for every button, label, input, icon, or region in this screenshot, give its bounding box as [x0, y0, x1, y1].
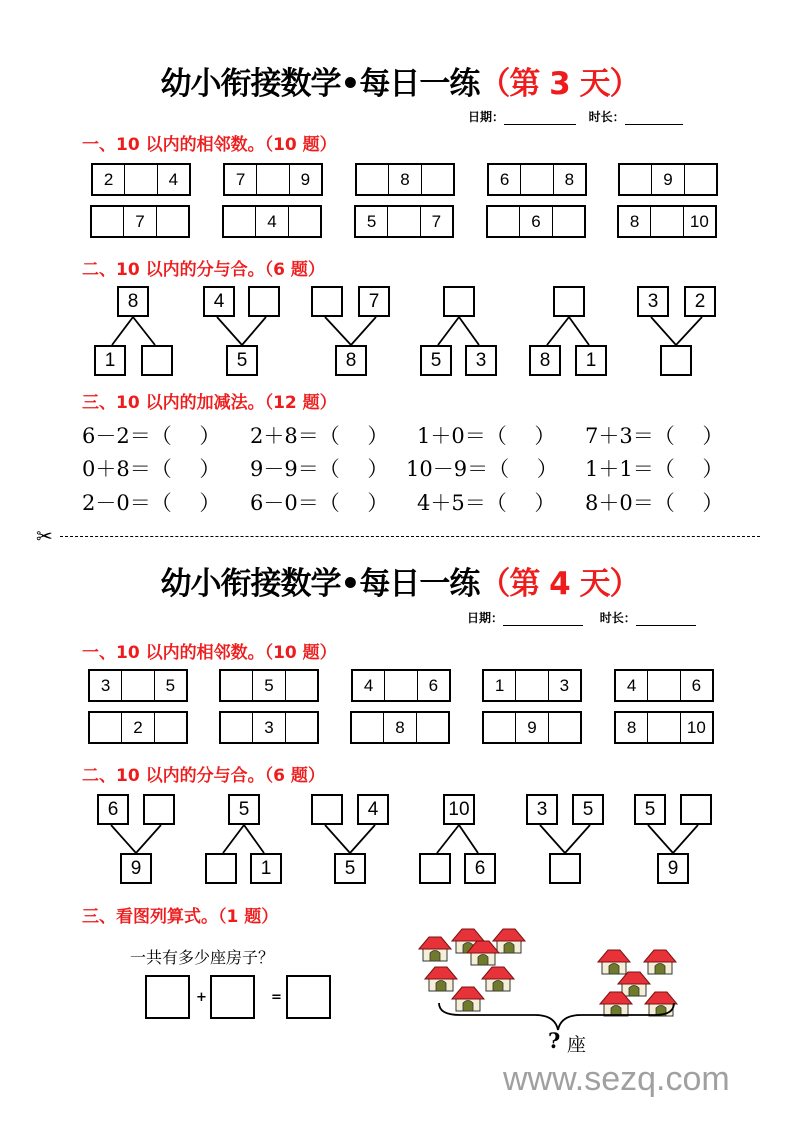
given-number-box: 3 [526, 794, 558, 825]
answer-cell[interactable] [385, 671, 417, 700]
answer-cell[interactable] [620, 165, 652, 194]
answer-cell[interactable] [521, 165, 553, 194]
duration-label: 时长： [599, 611, 636, 625]
arithmetic-problem[interactable]: 1＋0＝（ ） [417, 424, 556, 448]
given-number-cell: 3 [559, 675, 570, 695]
adjacent-number-group [482, 711, 582, 744]
answer-cell[interactable] [648, 713, 680, 742]
given-number-box: 10 [443, 794, 475, 825]
answer-box[interactable] [143, 794, 175, 825]
given-number-box: 5 [420, 345, 452, 376]
answer-cell[interactable] [125, 165, 157, 194]
given-number-box: 4 [357, 794, 389, 825]
given-number-cell: 6 [489, 165, 521, 194]
worksheet-title-day4 [0, 558, 800, 603]
answer-cell[interactable] [155, 713, 186, 742]
given-number-box: 3 [465, 345, 497, 376]
title-main: 幼小衔接数学•每日一练 [160, 66, 480, 102]
given-number-cell: 8 [384, 713, 416, 742]
answer-box[interactable] [549, 853, 581, 884]
answer-box-sum[interactable] [286, 975, 331, 1019]
duration-blank[interactable] [636, 614, 696, 626]
adjacent-number-group [614, 669, 714, 702]
given-number-cell: 3 [90, 671, 122, 700]
answer-cell[interactable] [484, 713, 516, 742]
adjacent-number-group [91, 163, 191, 196]
duration-blank[interactable] [625, 113, 683, 125]
date-blank[interactable] [503, 614, 583, 626]
arithmetic-problem[interactable]: 6－2＝（ ） [82, 424, 221, 448]
watermark: www.sezq.com [503, 1060, 730, 1098]
given-number-cell: 9 [516, 713, 548, 742]
given-number-cell: 10 [686, 717, 706, 737]
answer-cell[interactable] [388, 207, 420, 236]
date-blank[interactable] [504, 113, 576, 125]
given-number-cell: 7 [225, 165, 257, 194]
given-number-cell: 8 [616, 713, 648, 742]
given-number-cell: 8 [564, 169, 575, 189]
answer-box[interactable] [660, 345, 692, 376]
cut-line-divider [60, 536, 760, 537]
given-number-cell: 1 [484, 671, 516, 700]
section1-heading-day4: 一、10 以内的相邻数。（10 题） [82, 643, 337, 663]
arithmetic-problem[interactable]: 2＋8＝（ ） [250, 424, 389, 448]
adjacent-number-group [88, 669, 188, 702]
brace-unit-label: 座 [567, 1034, 587, 1056]
word-problem-question: 一共有多少座房子？ [130, 948, 275, 967]
title-main: 幼小衔接数学•每日一练 [160, 566, 480, 602]
given-number-box: 5 [228, 794, 260, 825]
answer-cell[interactable] [516, 671, 548, 700]
arithmetic-problem[interactable]: 2－0＝（ ） [82, 491, 221, 515]
given-number-cell: 5 [253, 671, 285, 700]
given-number-cell: 2 [93, 165, 125, 194]
answer-cell[interactable] [289, 207, 320, 236]
plus-sign: + [196, 990, 207, 1005]
answer-box[interactable] [443, 286, 475, 317]
answer-cell[interactable] [90, 713, 122, 742]
answer-cell[interactable] [417, 713, 448, 742]
given-number-box: 4 [203, 286, 235, 317]
given-number-cell: 4 [256, 207, 288, 236]
arithmetic-problem[interactable]: 0＋8＝（ ） [82, 457, 221, 481]
given-number-box: 1 [250, 853, 282, 884]
answer-box[interactable] [553, 286, 585, 317]
duration-label: 时长： [588, 110, 625, 124]
adjacent-number-group [219, 711, 319, 744]
answer-cell[interactable] [122, 671, 154, 700]
given-number-box: 6 [464, 853, 496, 884]
answer-box-addend1[interactable] [145, 975, 190, 1019]
answer-cell[interactable] [685, 165, 716, 194]
title-day: （第 4 天） [479, 566, 640, 602]
adjacent-number-group [617, 205, 717, 238]
given-number-box: 1 [575, 345, 607, 376]
given-number-cell: 8 [389, 165, 421, 194]
adjacent-number-group [618, 163, 718, 196]
given-number-cell: 9 [300, 169, 311, 189]
given-number-cell: 8 [619, 207, 651, 236]
given-number-box: 8 [335, 345, 367, 376]
given-number-cell: 5 [356, 207, 388, 236]
answer-cell[interactable] [422, 165, 453, 194]
adjacent-number-group [90, 205, 190, 238]
given-number-box: 3 [637, 286, 669, 317]
given-number-box: 1 [94, 345, 126, 376]
section3-heading-day4: 三、看图列算式。（1 题） [82, 907, 279, 927]
given-number-box: 5 [226, 345, 258, 376]
given-number-cell: 7 [124, 207, 156, 236]
date-duration-day3 [468, 108, 683, 125]
scissor-icon: ✂ [36, 524, 53, 548]
section1-heading-day3: 一、10 以内的相邻数。（10 题） [82, 135, 337, 155]
answer-box[interactable] [248, 286, 280, 317]
given-number-cell: 4 [168, 169, 179, 189]
given-number-box: 5 [634, 794, 666, 825]
given-number-box: 9 [120, 853, 152, 884]
adjacent-number-group [351, 669, 451, 702]
given-number-cell: 2 [122, 713, 154, 742]
answer-box[interactable] [680, 794, 712, 825]
adjacent-number-group [482, 669, 582, 702]
answer-cell[interactable] [352, 713, 384, 742]
answer-box[interactable] [311, 794, 343, 825]
given-number-box: 9 [657, 853, 689, 884]
given-number-box: 2 [684, 286, 716, 317]
section2-heading-day4: 二、10 以内的分与合。（6 题） [82, 766, 325, 786]
given-number-cell: 4 [353, 671, 385, 700]
answer-box-addend2[interactable] [210, 975, 255, 1019]
equals-sign: = [271, 990, 282, 1005]
answer-cell[interactable] [651, 207, 683, 236]
arithmetic-problem[interactable]: 4＋5＝（ ） [417, 491, 556, 515]
answer-cell[interactable] [221, 713, 253, 742]
given-number-cell: 7 [431, 211, 442, 231]
answer-cell[interactable] [357, 165, 389, 194]
date-label: 日期： [468, 110, 505, 124]
answer-box[interactable] [141, 345, 173, 376]
adjacent-number-group [355, 163, 455, 196]
answer-cell[interactable] [157, 207, 188, 236]
date-label: 日期： [467, 611, 504, 625]
arithmetic-problem[interactable]: 8＋0＝（ ） [585, 491, 724, 515]
answer-cell[interactable] [257, 165, 289, 194]
adjacent-number-group [222, 205, 322, 238]
adjacent-number-group [486, 205, 586, 238]
given-number-cell: 9 [652, 165, 684, 194]
answer-box[interactable] [205, 853, 237, 884]
answer-box[interactable] [311, 286, 343, 317]
adjacent-number-group [219, 669, 319, 702]
answer-cell[interactable] [648, 671, 680, 700]
given-number-cell: 3 [253, 713, 285, 742]
adjacent-number-group [354, 205, 454, 238]
answer-cell[interactable] [92, 207, 124, 236]
given-number-cell: 4 [616, 671, 648, 700]
answer-cell[interactable] [488, 207, 520, 236]
adjacent-number-group [487, 163, 587, 196]
answer-cell[interactable] [286, 713, 317, 742]
section2-heading-day3: 二、10 以内的分与合。（6 题） [82, 260, 325, 280]
date-duration-day4 [467, 609, 696, 626]
given-number-cell: 6 [691, 675, 702, 695]
given-number-box: 5 [334, 853, 366, 884]
answer-cell[interactable] [553, 207, 584, 236]
arithmetic-problem[interactable]: 7＋3＝（ ） [585, 424, 724, 448]
title-day: （第 3 天） [479, 66, 640, 102]
arithmetic-problem[interactable]: 6－0＝（ ） [250, 491, 389, 515]
brace-question-mark: ? [548, 1028, 561, 1053]
given-number-box: 6 [97, 794, 129, 825]
arithmetic-problem[interactable]: 9－9＝（ ） [250, 457, 389, 481]
answer-cell[interactable] [224, 207, 256, 236]
given-number-cell: 6 [520, 207, 552, 236]
answer-cell[interactable] [286, 671, 317, 700]
arithmetic-problem[interactable]: 10－9＝（ ） [406, 457, 558, 481]
given-number-cell: 10 [689, 211, 709, 231]
answer-cell[interactable] [221, 671, 253, 700]
answer-box[interactable] [419, 853, 451, 884]
worksheet-title-day3 [0, 58, 800, 103]
arithmetic-problem[interactable]: 1＋1＝（ ） [585, 457, 724, 481]
given-number-cell: 6 [428, 675, 439, 695]
adjacent-number-group [614, 711, 714, 744]
given-number-box: 7 [358, 286, 390, 317]
given-number-box: 8 [529, 345, 561, 376]
adjacent-number-group [223, 163, 323, 196]
given-number-box: 5 [572, 794, 604, 825]
given-number-cell: 5 [165, 675, 176, 695]
adjacent-number-group [350, 711, 450, 744]
adjacent-number-group [88, 711, 188, 744]
given-number-box: 8 [117, 286, 149, 317]
section3-heading-day3: 三、10 以内的加减法。（12 题） [82, 393, 337, 413]
answer-cell[interactable] [549, 713, 580, 742]
